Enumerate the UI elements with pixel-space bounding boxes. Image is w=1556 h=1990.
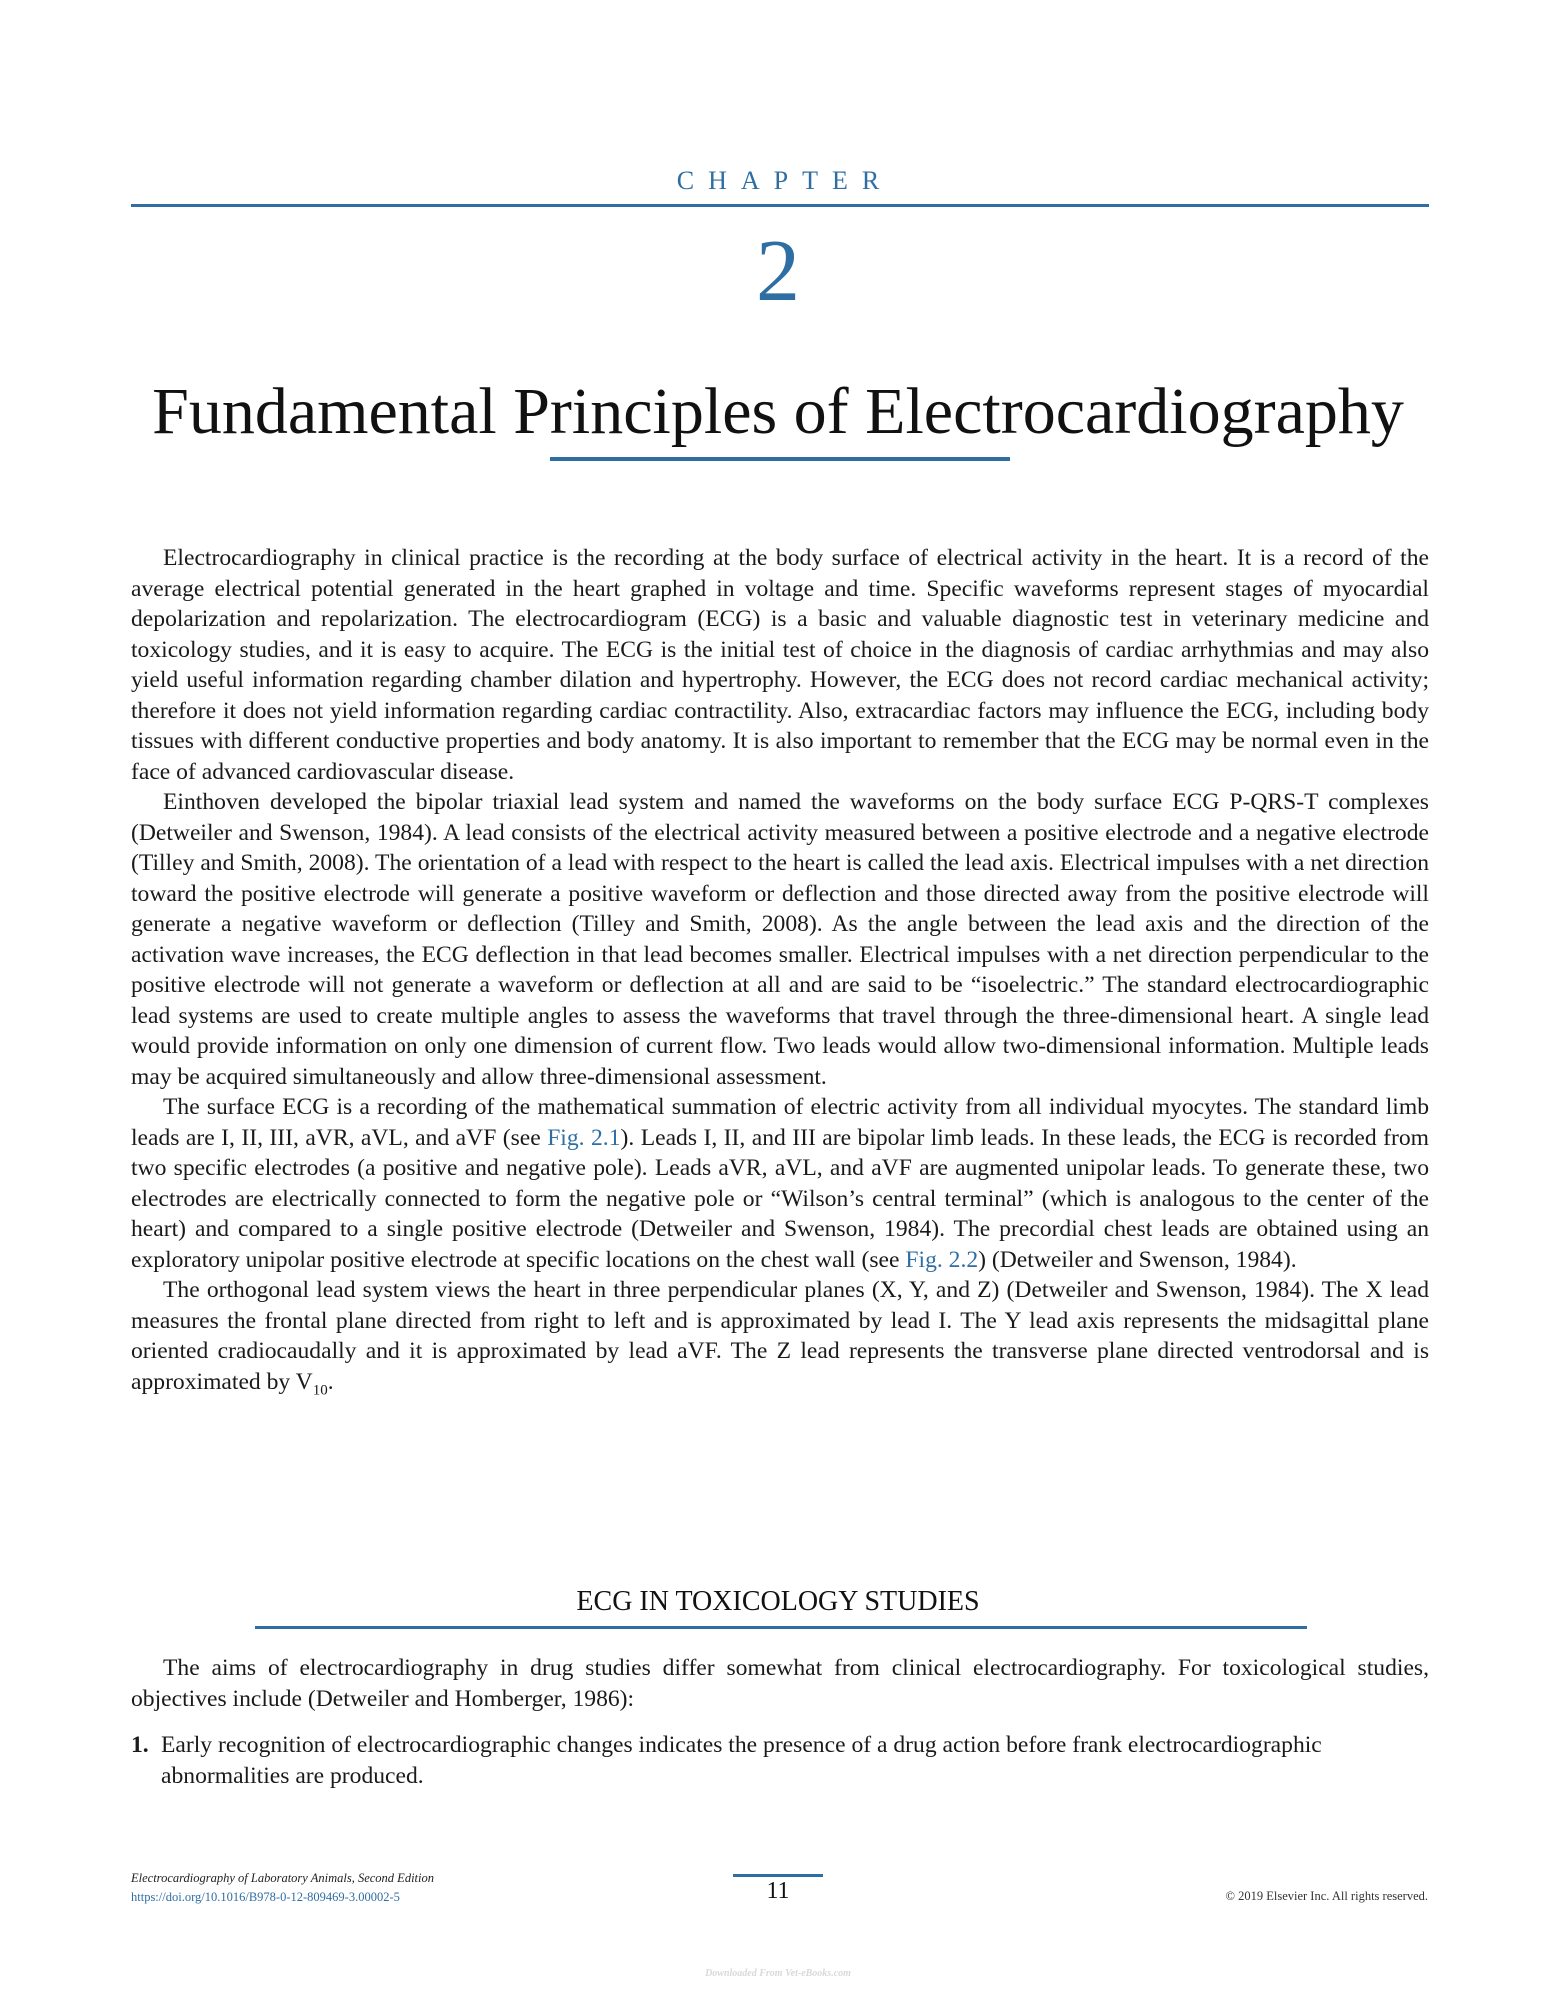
doi-link[interactable]: https://doi.org/10.1016/B978-0-12-809469-3.00002-5: [131, 1890, 400, 1904]
chapter-top-rule: [131, 204, 1429, 207]
v10-subscript: 10: [312, 1382, 328, 1399]
paragraph-4-text-a: The orthogonal lead system views the heart in three perpendicular planes (X, Y, and Z) (Detweiler and Swenson, 1984). The X lead measures the frontal plane directed from right to left and is approximated by lead I. The Y lead axis represents the midsagittal plane oriented cradiocaudally and it is approximated by lead aVF. The Z lead represents the transverse plane directed ventrodorsal and is approximated by V: [131, 1277, 1429, 1395]
copyright: © 2019 Elsevier Inc. All rights reserved.: [1225, 1889, 1428, 1903]
paragraph-1: Electrocardiography in clinical practice is the recording at the body surface of electrical activity in the heart. It is a record of the average electrical potential generated in the heart graphed in voltage and time. Specific waveforms represent stages of myocardial depolarization and repolarization. The electrocardiogram (ECG) is a basic and valuable diagnostic test in veterinary medicine and toxicology studies, and it is easy to acquire. The ECG is the initial test of choice in the diagnosis of cardiac arrhythmias and may also yield useful information regarding chamber dilation and hypertrophy. However, the ECG does not record cardiac mechanical activity; therefore it does not yield information regarding cardiac contractility. Also, extracardiac factors may influence the ECG, including body tissues with different conductive properties and body anatomy. It is also important to remember that the ECG may be normal even in the face of advanced cardiovascular disease.: [131, 545, 1429, 785]
fig-2-2-link[interactable]: Fig. 2.2: [905, 1246, 979, 1273]
book-title: Electrocardiography of Laboratory Animals, Second Edition: [131, 1871, 434, 1885]
page-number-rule: [733, 1874, 823, 1877]
paragraph-2: Einthoven developed the bipolar triaxial lead system and named the waveforms on the body surface ECG P-QRS-T complexes (Detweiler and Swenson, 1984). A lead consists of the electrical activity measured between a positive electrode and a negative electrode (Tilley and Smith, 2008). The orientation of a lead with respect to the heart is called the lead axis. Electrical impulses with a net direction toward the positive electrode will generate a positive waveform or deflection and those directed away from the positive electrode will generate a negative waveform or deflection (Tilley and Smith, 2008). As the angle between the lead axis and the direction of the activation wave increases, the ECG deflection in that lead becomes smaller. Electrical impulses with a net direction perpendicular to the positive electrode will not generate a waveform or deflection at all and are said to be “isoelectric.” The standard electrocardiographic lead systems are used to create multiple angles to assess the waveforms that travel through the three-dimensional heart. A single lead would provide information on only one dimension of current flow. Two leads would allow two-dimensional information. Multiple leads may be acquired simultaneously and allow three-dimensional assessment.: [131, 789, 1429, 1090]
section-heading-rule: [255, 1626, 1307, 1629]
paragraph-4: [131, 1275, 1429, 1406]
chapter-title: Fundamental Principles of Electrocardiography: [152, 375, 1404, 448]
list-item-number: 1.: [131, 1732, 149, 1758]
list-item-text: Early recognition of electrocardiographic changes indicates the presence of a drug action before frank electrocardiographic abnormalities are produced.: [161, 1732, 1322, 1789]
title-underline: [550, 457, 1010, 461]
page-number: 11: [766, 1878, 790, 1904]
body-text: [131, 543, 1429, 1406]
chapter-label: CHAPTER: [676, 166, 894, 195]
list-item: [131, 1730, 1331, 1791]
paragraph-4-text-b: .: [327, 1368, 334, 1395]
footer-left: [131, 1869, 434, 1907]
section-text: [131, 1653, 1429, 1714]
section-heading: ECG IN TOXICOLOGY STUDIES: [576, 1586, 980, 1617]
paragraph-3-text-a: The surface ECG is a recording of the mathematical summation of electric activity from all individual myocytes. The standard limb leads are I, II, III, aVR, aVL, and aVF (see: [131, 1094, 1429, 1151]
chapter-number: 2: [756, 223, 800, 320]
section-paragraph: The aims of electrocardiography in drug studies differ somewhat from clinical electrocardiography. For toxicological studies, objectives include (Detweiler and Homberger, 1986):: [131, 1655, 1429, 1712]
paragraph-3-text-c: ) (Detweiler and Swenson, 1984).: [978, 1246, 1297, 1273]
fig-2-1-link[interactable]: Fig. 2.1: [547, 1124, 621, 1151]
paragraph-3-text-b: ). Leads I, II, and III are bipolar limb leads. In these leads, the ECG is recorded from two specific electrodes (a positive and negative pole). Leads aVR, aVL, and aVF are augmented unipolar leads. To generate these, two electrodes are electrically connected to form the negative pole or “Wilson’s central terminal” (which is analogous to the center of the heart) and compared to a single positive electrode (Detweiler and Swenson, 1984). The precordial chest leads are obtained using an exploratory unipolar positive electrode at specific locations on the chest wall (see: [131, 1124, 1430, 1273]
watermark: Downloaded From Vet-eBooks.com: [705, 1968, 851, 1979]
paragraph-3: [131, 1092, 1429, 1275]
